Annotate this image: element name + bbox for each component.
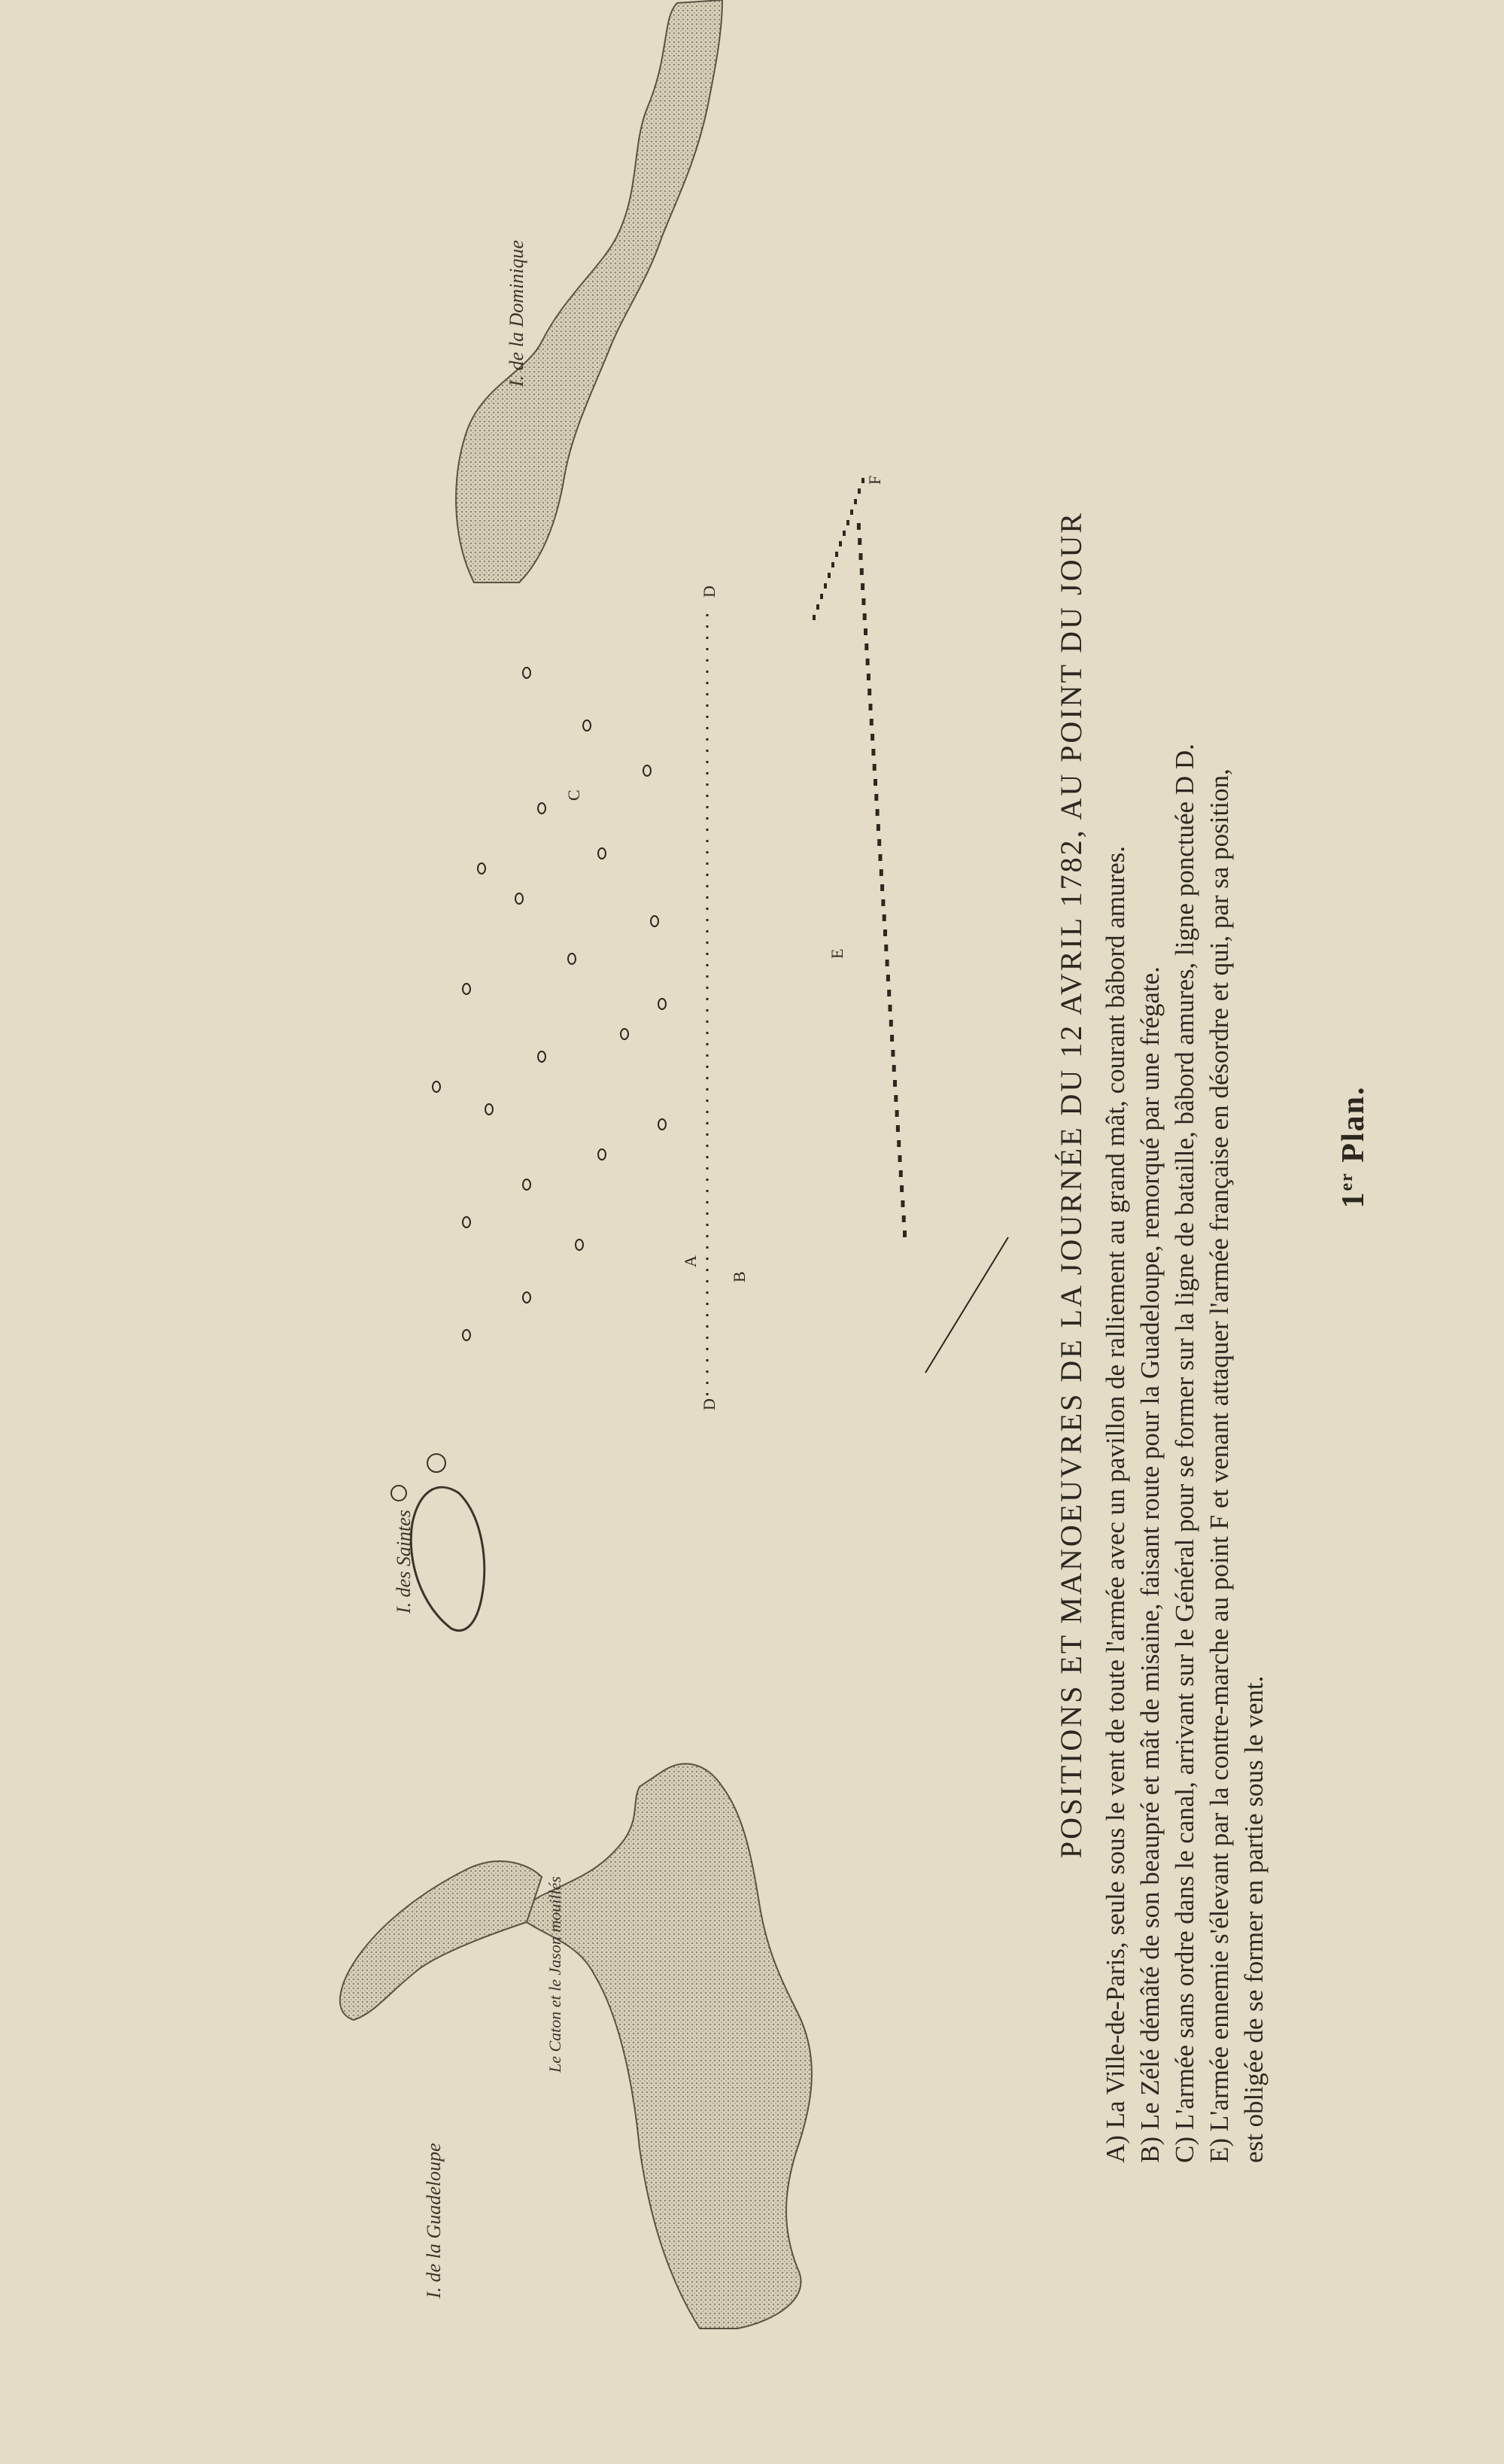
legend-text: est obligée de se former en partie sous le vent. — [1239, 1675, 1269, 2163]
english-ship — [884, 945, 888, 951]
english-ship — [870, 734, 874, 741]
saintes-island — [411, 1487, 484, 1630]
english-ship — [896, 1125, 900, 1132]
french-ship — [576, 1240, 583, 1250]
saintes-islet — [427, 1454, 445, 1472]
legend-item — [1202, 56, 1237, 2163]
plan-suffix: er — [1337, 1172, 1357, 1191]
english-ship — [903, 1230, 907, 1237]
zele-tow-line — [925, 1237, 1008, 1373]
enemy-ship — [828, 573, 831, 578]
plan-title — [1335, 996, 1372, 1297]
enemy-ship — [835, 552, 838, 557]
legend-key: E) — [1205, 2137, 1234, 2163]
english-ship — [889, 1005, 892, 1011]
enemy-advance-f — [813, 478, 864, 620]
french-ship — [433, 1081, 440, 1092]
caption-title: POSITIONS ET MANOEUVRES DE LA JOURNÉE DU 12 AVRIL 1782, AU POINT DU JOUR — [1054, 510, 1088, 1859]
legend-key: A) — [1101, 2135, 1130, 2163]
french-ship — [485, 1104, 493, 1115]
english-ship — [861, 598, 865, 605]
enemy-ship — [846, 520, 849, 525]
english-ship — [879, 854, 883, 861]
label-point-b: B — [730, 1271, 749, 1282]
english-ship — [859, 553, 863, 560]
english-ship — [873, 764, 877, 771]
label-guadeloupe: I. de la Guadeloupe — [423, 2143, 445, 2298]
english-ship — [886, 960, 889, 966]
french-ship — [583, 720, 591, 731]
english-ship — [877, 839, 881, 846]
english-ship — [867, 689, 871, 695]
french-ship — [478, 863, 485, 874]
english-ship — [890, 1035, 894, 1042]
french-ship — [598, 848, 606, 859]
french-ship — [523, 668, 530, 678]
english-ship — [874, 779, 877, 786]
legend — [1098, 56, 1272, 2163]
legend-text: La Ville-de-Paris, seule sous le vent de toute l'armée avec un pavillon de ralliement au grand mât, courant bâbord amures. — [1101, 845, 1130, 2129]
english-ship — [861, 583, 864, 590]
english-ship — [871, 749, 875, 756]
english-ship — [898, 1155, 902, 1162]
english-ship — [897, 1140, 901, 1147]
french-ship — [651, 916, 658, 926]
french-ship — [538, 1051, 545, 1062]
enemy-ship — [820, 594, 823, 599]
label-saintes: I. des Saintes — [393, 1510, 415, 1614]
english-ship — [894, 1095, 898, 1102]
label-dominique: I. de la Dominique — [506, 240, 527, 387]
english-ship — [870, 719, 874, 726]
english-ship — [864, 628, 867, 635]
english-ship — [876, 809, 880, 816]
legend-item — [1237, 56, 1272, 2163]
english-ship — [880, 869, 883, 876]
enemy-ship — [858, 488, 861, 494]
english-ship — [899, 1170, 903, 1177]
english-ship — [886, 975, 890, 981]
french-ship — [463, 984, 470, 994]
saintes-islet — [391, 1486, 406, 1501]
enemy-ship — [839, 541, 842, 546]
french-ship — [463, 1217, 470, 1227]
english-ship — [900, 1185, 904, 1192]
dominique-island — [456, 0, 722, 583]
enemy-ship — [843, 531, 846, 536]
english-ship — [883, 914, 886, 921]
plan-label: Plan. — [1336, 1085, 1371, 1163]
french-ship — [515, 893, 523, 904]
english-ship — [864, 643, 868, 650]
legend-item — [1168, 56, 1202, 2163]
english-ship — [895, 1110, 899, 1117]
english-ship — [869, 704, 873, 710]
label-point-d-left: D — [700, 1398, 719, 1410]
french-ship — [523, 1292, 530, 1303]
english-ship — [880, 884, 884, 891]
english-ship — [901, 1200, 904, 1207]
english-ship — [863, 613, 867, 620]
enemy-ship — [854, 499, 857, 504]
legend-key: C) — [1170, 2137, 1199, 2163]
french-ship — [463, 1330, 470, 1340]
legend-item — [1098, 56, 1133, 2163]
plan-number: 1 — [1336, 1191, 1371, 1209]
legend-text: Le Zélé démâté de son beaupré et mât de misaine, faisant route pour la Guadeloupe, remorqué par une frégate. — [1135, 966, 1165, 2131]
guadeloupe-north — [340, 1861, 542, 2020]
enemy-ship — [824, 583, 827, 589]
legend-item — [1133, 56, 1168, 2163]
english-ship — [857, 523, 861, 530]
label-point-d-right: D — [700, 586, 719, 598]
english-ship — [877, 824, 880, 831]
english-ship — [889, 1020, 893, 1027]
label-point-c: C — [564, 789, 583, 801]
enemy-ship — [831, 562, 834, 567]
legend-text: L'armée sans ordre dans le canal, arrivant sur le Général pour se former sur la ligne de bataille, bâbord amures, ligne ponctuée D D. — [1170, 744, 1199, 2131]
english-ship — [866, 659, 870, 665]
french-ship — [658, 999, 666, 1009]
enemy-ship — [850, 510, 853, 515]
label-anchorage: Le Caton et le Jason mouillés — [545, 1876, 564, 2073]
english-ship — [902, 1215, 906, 1222]
guadeloupe-island — [524, 1764, 812, 2329]
label-point-f: F — [865, 475, 884, 485]
english-ship — [858, 538, 861, 545]
enemy-ship — [816, 604, 819, 610]
label-point-a: A — [681, 1255, 700, 1267]
english-ship — [893, 1080, 897, 1087]
english-ship — [867, 674, 870, 680]
french-ship — [598, 1149, 606, 1160]
english-ship — [860, 568, 864, 575]
english-ship — [874, 794, 878, 801]
french-ship — [568, 954, 576, 964]
label-point-e: E — [828, 948, 846, 959]
english-ship — [883, 929, 887, 936]
legend-key: B) — [1135, 2137, 1165, 2163]
english-ship — [892, 1065, 896, 1072]
french-ship — [523, 1179, 530, 1190]
enemy-ship — [813, 615, 816, 620]
french-ship — [538, 803, 545, 814]
legend-text: L'armée ennemie s'élevant par la contre-marche au point F et venant attaquer l'armée française en désordre et qui, par sa position, — [1205, 768, 1234, 2132]
english-ship — [891, 1050, 895, 1057]
french-fleet-scattered — [433, 668, 666, 1340]
english-fleet-line — [857, 523, 907, 1237]
french-ship — [643, 765, 651, 776]
french-ship — [621, 1029, 628, 1039]
english-ship — [887, 990, 891, 996]
english-ship — [881, 899, 885, 906]
french-ship — [658, 1119, 666, 1130]
enemy-ship — [861, 478, 864, 483]
